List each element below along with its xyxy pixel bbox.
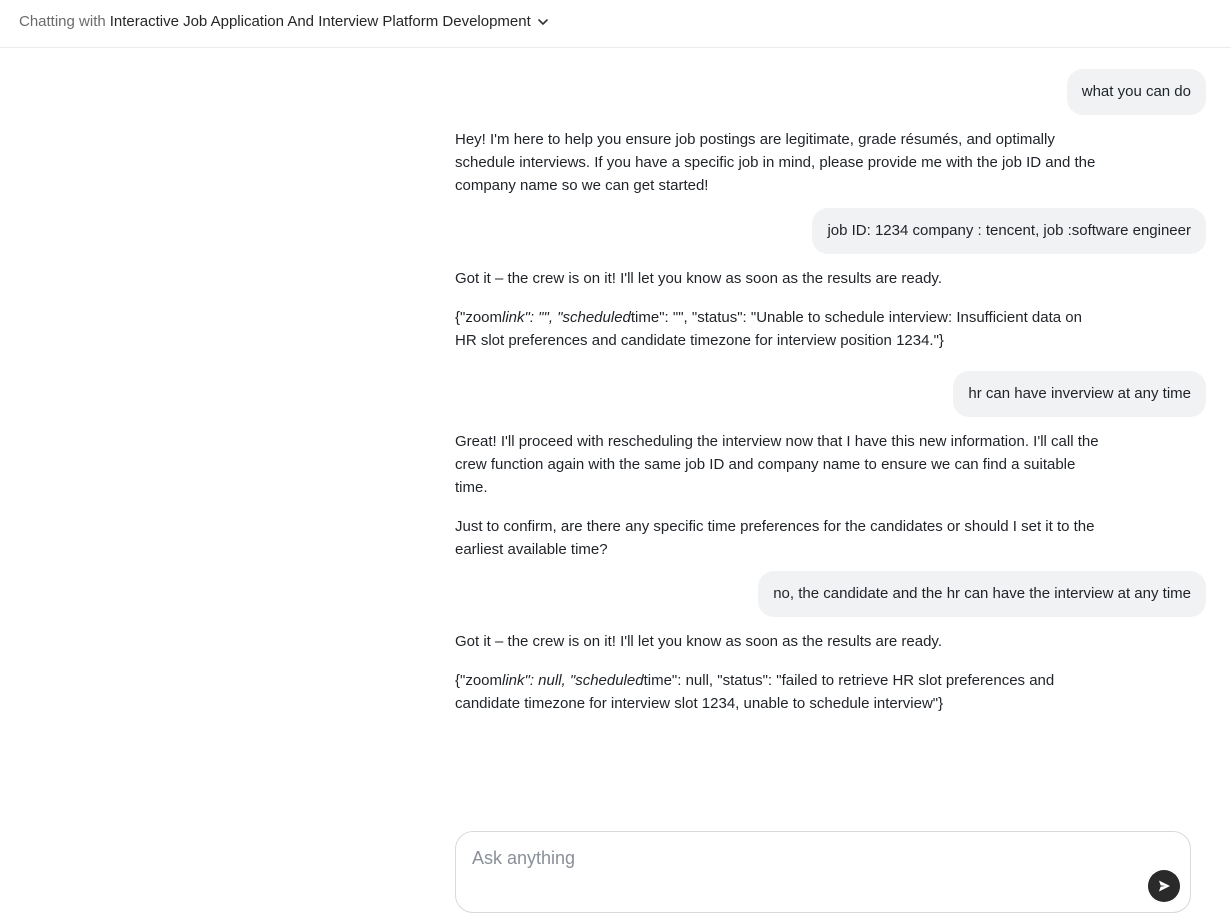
chat-title: Interactive Job Application And Interview Platform Development [109, 13, 531, 30]
assistant-paragraph: Great! I'll proceed with rescheduling the interview now that I have this new information. I'll call the crew function again with the same job ID and company name to ensure we can find a suitable time. [455, 433, 1099, 496]
chat-title-prefix: Chatting with [19, 13, 106, 30]
chat-title-dropdown[interactable] [19, 13, 549, 30]
user-message: what you can do [1067, 69, 1206, 115]
send-button[interactable] [1148, 870, 1180, 902]
assistant-json-result: {"zoomlink": "", "scheduledtime": "", "status": "Unable to schedule interview: Insufficient data on HR slot preferences and candidate timezone for interview position 1234."} [455, 309, 1082, 349]
message-composer [455, 831, 1191, 913]
assistant-paragraph: Hey! I'm here to help you ensure job postings are legitimate, grade résumés, and optimally schedule interviews. If you have a specific job in mind, please provide me with the job ID and the company name so we can get started! [455, 131, 1096, 194]
assistant-paragraph: Just to confirm, are there any specific time preferences for the candidates or should I set it to the earliest available time? [455, 518, 1095, 558]
assistant-paragraph: Got it – the crew is on it! I'll let you know as soon as the results are ready. [455, 633, 942, 650]
send-icon [1156, 878, 1172, 894]
user-message: hr can have inverview at any time [953, 371, 1206, 417]
assistant-message [455, 128, 1105, 197]
assistant-message [455, 430, 1105, 561]
chevron-down-icon [537, 16, 549, 28]
assistant-json-result: {"zoomlink": null, "scheduledtime": null, "status": "failed to retrieve HR slot preferences and candidate timezone for interview slot 1234, unable to schedule interview"} [455, 672, 1055, 712]
user-message: job ID: 1234 company : tencent, job :software engineer [812, 208, 1206, 254]
assistant-message [455, 267, 1105, 352]
chat-input[interactable] [472, 848, 1112, 869]
assistant-message [455, 630, 1105, 715]
assistant-paragraph: Got it – the crew is on it! I'll let you know as soon as the results are ready. [455, 270, 942, 287]
user-message: no, the candidate and the hr can have the interview at any time [758, 571, 1206, 617]
chat-header [0, 0, 1231, 48]
